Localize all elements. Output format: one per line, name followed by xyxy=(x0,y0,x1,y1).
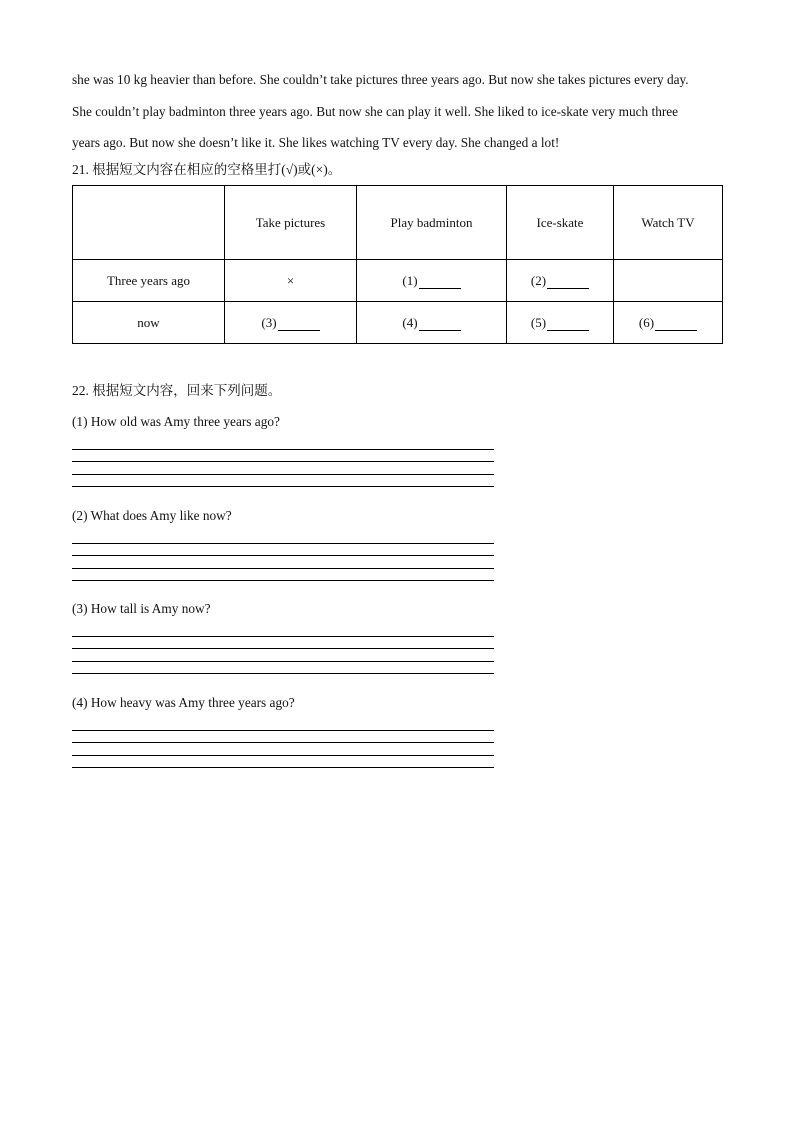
passage-line: She couldn’t play badminton three years ago. But now she can play it well. She liked to ice-skate very much three xyxy=(72,103,679,119)
answer-line[interactable] xyxy=(72,755,494,756)
answer-blank[interactable] xyxy=(547,276,589,289)
blank-number: (2) xyxy=(530,272,547,288)
passage-line: years ago. But now she doesn’t like it. She likes watching TV every day. She changed a lot! xyxy=(72,135,560,150)
answer-line[interactable] xyxy=(72,648,494,649)
answer-line[interactable] xyxy=(72,486,494,487)
table-header-row xyxy=(73,186,723,260)
answer-blank[interactable] xyxy=(655,318,697,331)
table-header-take-pictures: Take pictures xyxy=(225,186,357,260)
question-4: (4) How heavy was Amy three years ago? xyxy=(72,695,295,710)
blank-number: (5) xyxy=(530,314,547,330)
answer-blank[interactable] xyxy=(278,318,320,331)
blank-number: (1) xyxy=(402,272,418,288)
answer-line[interactable] xyxy=(72,580,494,581)
question-3: (3) How tall is Amy now? xyxy=(72,601,211,616)
row-label-three-years-ago: Three years ago xyxy=(73,260,225,302)
question-21-title: 21. 根据短文内容在相应的空格里打(√)或(×)。 xyxy=(72,162,342,177)
answer-cell-5[interactable] xyxy=(507,302,614,344)
answer-line[interactable] xyxy=(72,767,494,768)
answer-blank[interactable] xyxy=(419,318,461,331)
answer-blank[interactable] xyxy=(547,318,589,331)
answer-cell-2[interactable] xyxy=(507,260,614,302)
true-false-table xyxy=(72,185,723,344)
answer-line[interactable] xyxy=(72,555,494,556)
question-1: (1) How old was Amy three years ago? xyxy=(72,414,280,429)
answer-blank[interactable] xyxy=(419,276,461,289)
question-2: (2) What does Amy like now? xyxy=(72,508,232,523)
answer-cell-given: × xyxy=(225,260,357,302)
answer-cell-1[interactable] xyxy=(357,260,507,302)
answer-line[interactable] xyxy=(72,449,494,450)
answer-line[interactable] xyxy=(72,673,494,674)
answer-line[interactable] xyxy=(72,661,494,662)
answer-line[interactable] xyxy=(72,636,494,637)
reading-passage xyxy=(72,64,724,159)
blank-number: (6) xyxy=(638,314,655,330)
answer-line[interactable] xyxy=(72,568,494,569)
table-row xyxy=(73,260,723,302)
passage-line: she was 10 kg heavier than before. She couldn’t take pictures three years ago. But now she takes pictures every day. xyxy=(72,72,689,87)
table-header-empty xyxy=(73,186,225,260)
table-header-play-badminton: Play badminton xyxy=(357,186,507,260)
answer-line[interactable] xyxy=(72,730,494,731)
answer-cell-3[interactable] xyxy=(225,302,357,344)
blank-number: (3) xyxy=(261,314,277,330)
answer-cell-4[interactable] xyxy=(357,302,507,344)
answer-line[interactable] xyxy=(72,474,494,475)
row-label-now: now xyxy=(73,302,225,344)
answer-cell-6[interactable] xyxy=(614,302,723,344)
table-row xyxy=(73,302,723,344)
table-header-ice-skate: Ice-skate xyxy=(507,186,614,260)
answer-line[interactable] xyxy=(72,543,494,544)
table-header-watch-tv: Watch TV xyxy=(614,186,723,260)
answer-line[interactable] xyxy=(72,742,494,743)
blank-number: (4) xyxy=(402,314,418,330)
answer-line[interactable] xyxy=(72,461,494,462)
empty-cell xyxy=(614,260,723,302)
question-22-title: 22. 根据短文内容，回来下列问题。 xyxy=(72,383,282,398)
